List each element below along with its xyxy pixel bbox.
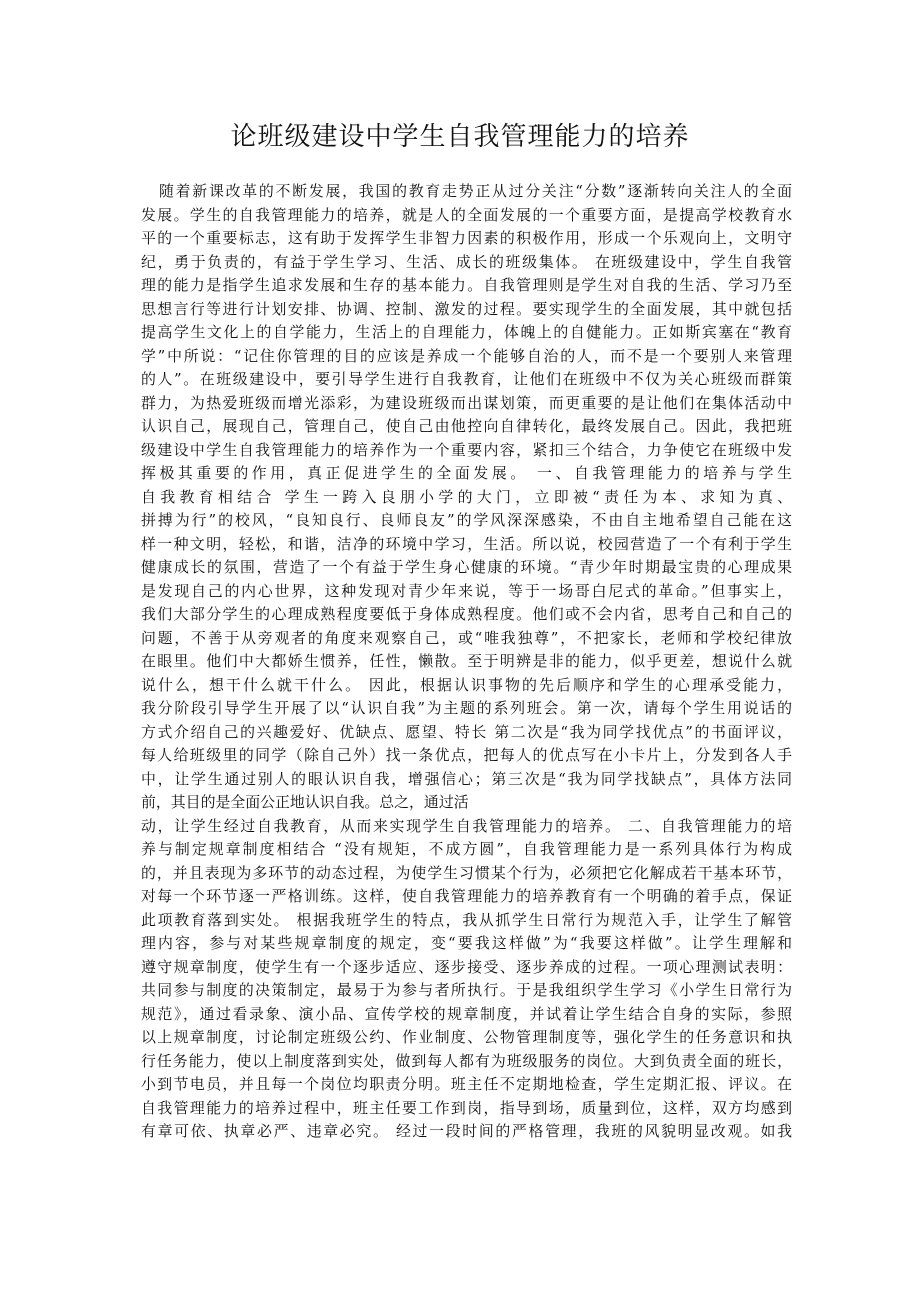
body-line-30: 的，并且表现为多环节的动态过程，为使学生习惯某个行为，必须把它化解成若干基本环节， xyxy=(141,863,792,882)
body-line-31: 对每一个环节逐一严格训练。这样，使自我管理能力的培养教育有一个明确的着手点，保证 xyxy=(141,887,792,905)
body-line-18: 是发现自己的内心世界，这种发现对青少年来说，等于一场哥白尼式的革命。”但事实上， xyxy=(141,581,792,600)
body-line-40: 自我管理能力的培养过程中，班主任要工作到岗，指导到场，质量到位，这样，双方均感到 xyxy=(141,1098,792,1117)
body-line-12: 级建设中学生自我管理能力的培养作为一个重要内容，紧扣三个结合，力争使它在班级中发 xyxy=(141,440,792,459)
body-line-9: 的人”。在班级建设中，要引导学生进行自我教育，让他们在班级中不仅为关心班级而群策 xyxy=(141,370,792,388)
body-line-34: 遵守规章制度，使学生有一个逐步适应、逐步接受、逐步养成的过程。一项心理测试表明： xyxy=(141,957,792,976)
body-line-29: 养与制定规章制度相结合 “没有规矩，不成方圆”，自我管理能力是一系列具体行为构成 xyxy=(141,840,792,858)
body-line-41: 有章可依、执章必严、违章必究。 经过一段时间的严格管理，我班的风貌明显改观。如我 xyxy=(141,1122,792,1140)
body-line-36: 规范》，通过看录象、演小品、宣传学校的规章制度，并试着让学生结合自身的实际，参照 xyxy=(141,1004,792,1023)
body-line-28: 动，让学生经过自我教育，从而来实现学生自我管理能力的培养。 二、自我管理能力的培 xyxy=(141,816,792,835)
body-line-22: 说什么，想干什么就干什么。 因此，根据认识事物的先后顺序和学生的心理承受能力， xyxy=(141,675,792,694)
body-line-38: 行任务能力，使以上制度落到实处，做到每人都有为班级服务的岗位。大到负责全面的班长， xyxy=(141,1051,792,1070)
body-line-17: 健康成长的氛围，营造了一个有益于学生身心健康的环境。“青少年时期最宝贵的心理成果 xyxy=(141,558,792,576)
body-line-6: 思想言行等进行计划安排、协调、控制、激发的过程。要实现学生的全面发展，其中就包括 xyxy=(141,299,792,318)
body-line-33: 理内容，参与对某些规章制度的规定，变“要我这样做”为“我要这样做”。让学生理解和 xyxy=(141,934,792,952)
body-line-35: 共同参与制度的决策制定，最易于为参与者所执行。于是我组织学生学习《小学生日常行为 xyxy=(141,981,792,999)
body-line-21: 在眼里。他们中大都娇生惯养，任性，懒散。至于明辨是非的能力，似乎更差，想说什么就 xyxy=(141,652,792,670)
body-line-15: 拼搏为行”的校风，“良知良行、良师良友”的学风深深感染，不由自主地希望自己能在这 xyxy=(141,511,792,529)
body-line-11: 认识自己，展现自己，管理自己，使自己由他控向自律转化，最终发展自己。因此，我把班 xyxy=(141,417,792,435)
body-line-4: 纪，勇于负责的，有益于学生学习、生活、成长的班级集体。 在班级建设中，学生自我管 xyxy=(141,252,792,271)
body-line-5: 理的能力是指学生追求发展和生存的基本能力。自我管理则是学生对自我的生活、学习乃至 xyxy=(141,276,792,294)
body-line-8: 学”中所说：“记住你管理的目的应该是养成一个能够自治的人，而不是一个要别人来管理 xyxy=(141,346,792,365)
body-line-32: 此项教育落到实处。 根据我班学生的特点，我从抓学生日常行为规范入手，让学生了解管 xyxy=(141,910,792,929)
body-line-14: 自我教育相结合 学生一跨入良朋小学的大门，立即被“责任为本、求知为真、 xyxy=(141,487,792,506)
body-line-25: 每人给班级里的同学（除自己外）找一条优点，把每人的优点写在小卡片上，分发到各人手 xyxy=(141,746,792,764)
body-line-7: 提高学生文化上的自学能力，生活上的自理能力，体魄上的自健能力。正如斯宾塞在“教育 xyxy=(141,323,792,341)
body-line-1: 随着新课改革的不断发展，我国的教育走势正从过分关注“分数”逐渐转向关注人的全面 xyxy=(159,182,792,200)
body-line-2: 发展。学生的自我管理能力的培养，就是人的全面发展的一个重要方面，是提高学校教育水 xyxy=(141,205,792,224)
body-line-23: 我分阶段引导学生开展了以“认识自我”为主题的系列班会。第一次，请每个学生用说话的 xyxy=(141,699,792,717)
body-line-3: 平的一个重要标志，这有助于发挥学生非智力因素的积极作用，形成一个乐观向上，文明守 xyxy=(141,229,792,247)
body-line-13: 挥极其重要的作用，真正促进学生的全面发展。 一、自我管理能力的培养与学生 xyxy=(141,464,792,482)
document-title: 论班级建设中学生自我管理能力的培养 xyxy=(230,122,690,152)
body-line-26: 中，让学生通过别人的眼认识自我，增强信心；第三次是“我为同学找缺点”，具体方法同 xyxy=(141,769,792,788)
body-line-37: 以上规章制度，讨论制定班级公约、作业制度、公物管理制度等，强化学生的任务意识和执 xyxy=(141,1028,792,1046)
body-line-10: 群力，为热爱班级而增光添彩，为建设班级而出谋划策，而更重要的是让他们在集体活动中 xyxy=(141,393,792,412)
body-line-27: 前，其目的是全面公正地认识自我。总之，通过活 xyxy=(141,793,469,811)
body-line-19: 我们大部分学生的心理成熟程度要低于身体成熟程度。他们或不会内省，思考自己和自己的 xyxy=(141,605,792,623)
body-line-39: 小到节电员，并且每一个岗位均职责分明。班主任不定期地检查，学生定期汇报、评议。在 xyxy=(141,1075,792,1093)
body-line-24: 方式介绍自己的兴趣爱好、优缺点、愿望、特长 第二次是“我为同学找优点”的书面评议， xyxy=(141,722,792,741)
body-line-20: 问题，不善于从旁观者的角度来观察自己，或“唯我独尊”，不把家长，老师和学校纪律放 xyxy=(141,628,792,647)
document-body xyxy=(141,180,792,1144)
body-line-16: 样一种文明，轻松，和谐，洁净的环境中学习，生活。所以说，校园营造了一个有利于学生 xyxy=(141,534,792,553)
